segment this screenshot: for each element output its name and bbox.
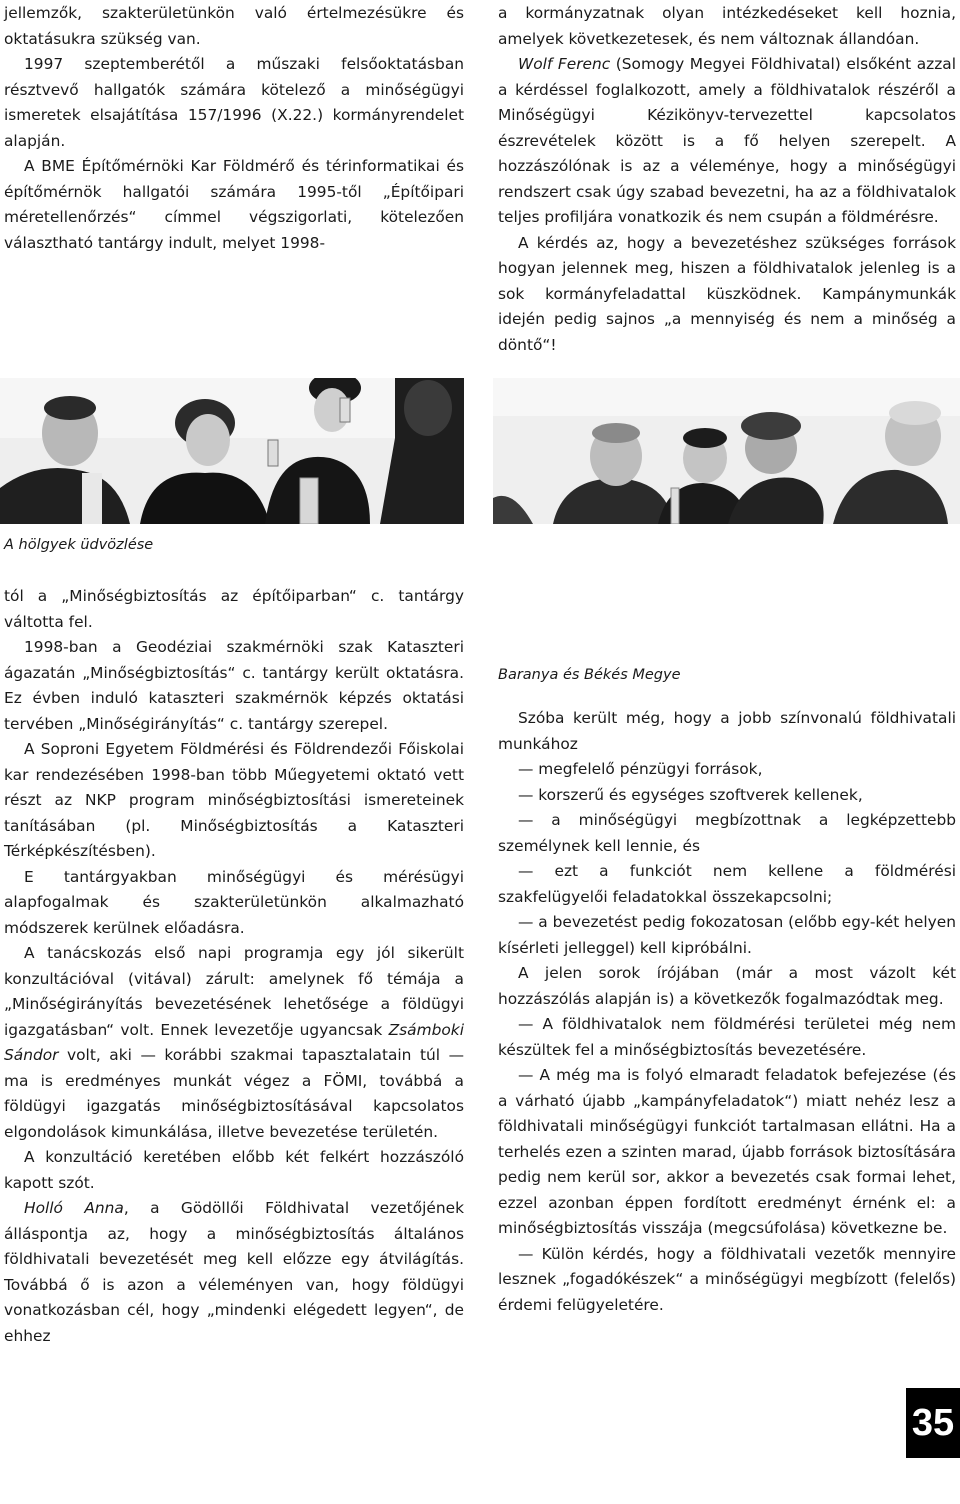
paragraph: 1998-ban a Geodéziai szakmérnöki szak Kataszteri ágazatán „Minőségbiztosítás“ c. tantárgy került oktatásra. Ez évben induló kataszteri szakmérnök képzés oktatási tervében „Minőségirányítás“ c. tantárgy szerepel. bbox=[4, 638, 464, 733]
photo-caption: Baranya és Békés Megye bbox=[498, 667, 681, 683]
paragraph-text: A tanácskozás első napi programja egy jól sikerült konzultációval (vitával) zárult: amelynek fő témája a „Minőségirányítás bevezetésének lehetősége a földügyi igazgatásban“ volt. Ennek levezetője ugyancsak bbox=[4, 944, 464, 1039]
list-item: — a bevezetést pedig fokozatosan (előbb egy-két helyen kísérleti jelleggel) kell kipróbálni. bbox=[498, 913, 956, 957]
paragraph bbox=[498, 52, 956, 231]
list-item: — Külön kérdés, hogy a földhivatali vezetők mennyire lesznek „fogadókészek“ a minőségügyi megbízott (felelős) érdemi felügyeletére. bbox=[498, 1244, 956, 1314]
right-column-bottom bbox=[498, 706, 956, 1318]
right-column-top bbox=[498, 1, 956, 358]
paragraph-text: , a Gödöllői Földhivatal vezetőjének álláspontja az, hogy a minőségbiztosítás általános földhivatali bevezetését meg kell előzze egy átvilágítás. Továbbá ő is azon a véleményen van, hogy földügyi vonatkozásban cél, hogy „mindenki elégedett legyen“, de ehhez bbox=[4, 1199, 464, 1345]
photo-greeting bbox=[0, 378, 464, 524]
list-item: — A földhivatalok nem földmérési területei még nem készültek fel a minőségbiztosítás bevezetésére. bbox=[498, 1015, 956, 1059]
paragraph: A Soproni Egyetem Földmérési és Földrendezői Főiskolai kar rendezésében 1998-ban több Műegyetemi oktató vett részt az NKP program minőségbiztosítási ismereteinek tanításában (pl. Minőségbiztosítás a Kataszteri Térképkészítésben). bbox=[4, 740, 464, 860]
list-item: — A még ma is folyó elmaradt feladatok befejezése (és a várható újabb „kampányfeladatok“) miatt nehéz lesz a földhivatali minőségügyi funkciót tartalmasan ellátni. Ha a terhelés ezen a szinten marad, újabb források biztosítására pedig nem kerül sor, akkor a bevezetés csak formai lehet, ezzel azonban éppen fordított eredményt érnénk el: a minőségbiztosítás visszája (megcsúfolása) következne be. bbox=[498, 1066, 956, 1237]
paragraph: Szóba került még, hogy a jobb színvonalú földhivatali munkához bbox=[498, 709, 956, 753]
paragraph: A BME Építőmérnöki Kar Földmérő és térinformatikai és építőmérnök hallgatói számára 1995-től „Építőipari méretellenőrzés“ címmel végszigorlati, kötelezően választható tantárgy indult, melyet 1998- bbox=[4, 157, 464, 252]
paragraph bbox=[4, 941, 464, 1145]
list-item: — a minőségügyi megbízottnak a legképzettebb személynek kell lennie, és bbox=[498, 811, 956, 855]
paragraph: jellemzők, szakterületünkön való értelmezésükre és oktatásukra szükség van. bbox=[4, 4, 464, 48]
paragraph-text: (Somogy Megyei Földhivatal) elsőként azzal a kérdéssel foglalkozott, amely a földhivatalok részéről a Minőségügyi Kézikönyv-tervezettel kapcsolatos észrevételek között is a fő helyen szerepelt. A hozzászólónak is az a véleménye, hogy a minőségügyi rendszert csak úgy szabad bevezetni, ha az a földhivatalok teljes profiljára vonatkozik és nem csupán a földmérésre. bbox=[498, 55, 956, 226]
paragraph: A kérdés az, hogy a bevezetéshez szükséges források hogyan jelennek meg, hiszen a földhivatalok jelenleg is a sok kormányfeladattal küszködnek. Kampánymunkák idején pedig sajnos „a mennyiség és nem a minőség a döntő“! bbox=[498, 233, 956, 354]
paragraph: tól a „Minőségbiztosítás az építőiparban“ c. tantárgy váltotta fel. bbox=[4, 587, 464, 631]
left-column-top bbox=[4, 1, 464, 256]
list-item: — megfelelő pénzügyi források, bbox=[518, 760, 763, 778]
paragraph-text: volt, aki — korábbi szakmai tapasztalatain túl — ma is eredményes munkát végez a FÖMI, továbbá a földügyi igazgatás minőségbiztosításával kapcsolatos elgondolások kimunkálása, illetve bevezetése területén. bbox=[4, 1046, 464, 1141]
photo-caption: A hölgyek üdvözlése bbox=[4, 537, 154, 553]
paragraph: A konzultáció keretében előbb két felkért hozzászóló kapott szót. bbox=[4, 1148, 464, 1192]
list-item: — ezt a funkciót nem kellene a földmérési szakfelügyelői feladatokkal összekapcsolni; bbox=[498, 862, 956, 906]
paragraph bbox=[4, 1196, 464, 1349]
photo-baranya-bekes bbox=[493, 378, 960, 524]
paragraph: E tantárgyakban minőségügyi és mérésügyi alapfogalmak és szakterületünkön alkalmazható módszerek kerülnek előadásra. bbox=[4, 867, 464, 937]
list-item: — korszerű és egységes szoftverek kellenek, bbox=[518, 785, 863, 804]
person-name: Holló Anna bbox=[24, 1199, 124, 1217]
left-column-bottom bbox=[4, 584, 464, 1349]
paragraph: a kormányzatnak olyan intézkedéseket kell hoznia, amelyek következetesek, és nem változnak állandóan. bbox=[498, 4, 956, 48]
paragraph: A jelen sorok írójában (már a most vázolt két hozzászólás alapján is) a következők fogalmazódtak meg. bbox=[498, 964, 956, 1008]
paragraph: 1997 szeptemberétől a műszaki felsőoktatásban résztvevő hallgatók számára kötelező a minőségügyi ismeretek elsajátítása 157/1996 (X.22.) kormányrendelet alapján. bbox=[4, 55, 464, 150]
page-number: 35 bbox=[906, 1388, 960, 1458]
person-name: Wolf Ferenc bbox=[518, 55, 611, 73]
person-name: Zsámboki Sándor bbox=[4, 1020, 464, 1064]
